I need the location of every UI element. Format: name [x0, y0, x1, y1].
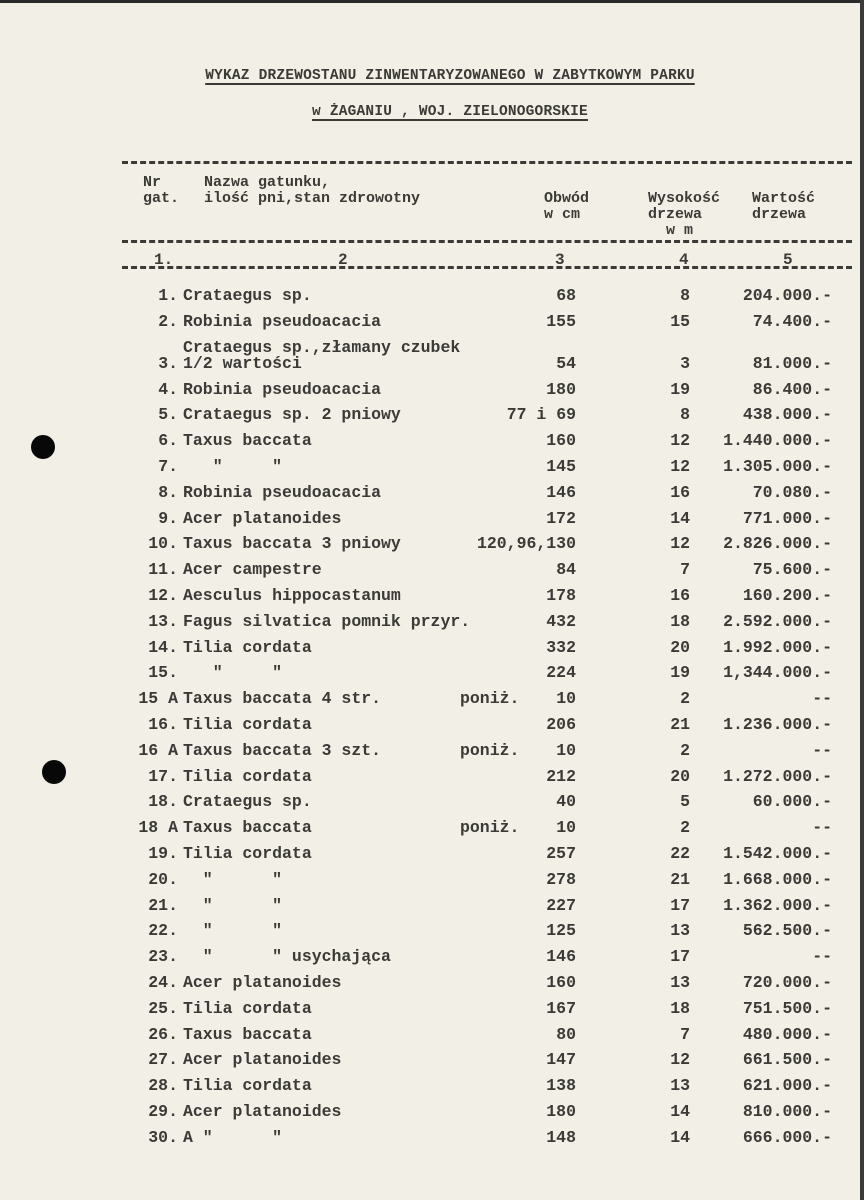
height: 5	[680, 792, 690, 812]
row-number: 28.	[148, 1076, 178, 1096]
species-name: Tilia cordata	[183, 998, 312, 1018]
table-row	[0, 531, 864, 557]
species-name: " " usychająca	[183, 947, 391, 967]
height: 21	[670, 714, 690, 734]
value: 1,344.000.-	[723, 663, 832, 683]
height: 13	[670, 972, 690, 992]
value: 666.000.-	[742, 1127, 832, 1147]
circumference: 224	[546, 663, 576, 683]
circumference: 138	[546, 1076, 576, 1096]
circumference: 120,96,130	[476, 534, 576, 554]
circumference: 84	[556, 560, 576, 580]
column-number-3: 3	[555, 251, 565, 269]
species-name: Fagus silvatica pomnik przyr.	[183, 611, 471, 631]
circumference: 160	[546, 431, 576, 451]
species-name: Robinia pseudoacacia	[183, 311, 382, 331]
table-row	[0, 335, 864, 377]
table-row	[0, 402, 864, 428]
circumference: 172	[546, 508, 576, 528]
value: 2.826.000.-	[723, 534, 832, 554]
height: 14	[670, 508, 690, 528]
height: 20	[670, 766, 690, 786]
document-subtitle: w ŻAGANIU , WOJ. ZIELONOGORSKIE	[312, 104, 588, 120]
height: 16	[670, 585, 690, 605]
table-row	[0, 660, 864, 686]
height: 13	[670, 1076, 690, 1096]
row-number: 4.	[158, 379, 178, 399]
table-row	[0, 635, 864, 661]
row-number: 3.	[158, 353, 178, 373]
row-number: 18 A	[138, 818, 178, 838]
value: 2.592.000.-	[723, 611, 832, 631]
height: 12	[670, 534, 690, 554]
value: 1.440.000.-	[723, 431, 832, 451]
row-number: 7.	[158, 456, 178, 476]
table-row	[0, 480, 864, 506]
circumference: 227	[546, 895, 576, 915]
circumference: 167	[546, 998, 576, 1018]
table-row	[0, 893, 864, 919]
row-number: 10.	[148, 534, 178, 554]
circumference: 257	[546, 843, 576, 863]
species-name: Taxus baccata 3 szt.	[183, 740, 382, 760]
table-row	[0, 789, 864, 815]
tree-inventory-table	[0, 283, 864, 1151]
value: 621.000.-	[742, 1076, 832, 1096]
value: 74.400.-	[752, 311, 832, 331]
row-number: 2.	[158, 311, 178, 331]
height: 17	[670, 895, 690, 915]
circumference: 212	[546, 766, 576, 786]
circumference: 40	[556, 792, 576, 812]
table-row	[0, 283, 864, 309]
table-row	[0, 944, 864, 970]
column-number-1: 1.	[154, 251, 174, 269]
species-name: Taxus baccata	[183, 1024, 312, 1044]
column-number-4: 4	[679, 251, 689, 269]
species-name: Acer platanoides	[183, 508, 342, 528]
row-number: 15 A	[138, 689, 178, 709]
row-number: 23.	[148, 947, 178, 967]
table-row	[0, 506, 864, 532]
height: 15	[670, 311, 690, 331]
value: 1.236.000.-	[723, 714, 832, 734]
circumference: 180	[546, 379, 576, 399]
species-name: " "	[183, 663, 283, 683]
height: 2	[680, 689, 690, 709]
value: 1.542.000.-	[723, 843, 832, 863]
table-row	[0, 377, 864, 403]
circumference: 180	[546, 1101, 576, 1121]
species-name: Acer platanoides	[183, 1101, 342, 1121]
species-name: " "	[183, 921, 283, 941]
circumference: 146	[546, 947, 576, 967]
table-row	[0, 1022, 864, 1048]
species-name: Crataegus sp.	[183, 286, 312, 305]
row-number: 25.	[148, 998, 178, 1018]
value: 160.200.-	[742, 585, 832, 605]
row-number: 5.	[158, 405, 178, 425]
circumference: 54	[556, 353, 576, 373]
circumference: 10	[556, 818, 576, 838]
species-name: Acer campestre	[183, 560, 322, 580]
species-name: Taxus baccata	[183, 818, 312, 838]
height: 8	[680, 405, 690, 425]
table-row	[0, 309, 864, 335]
row-number: 13.	[148, 611, 178, 631]
species-name: Taxus baccata 3 pniowy	[183, 534, 401, 554]
row-number: 1.	[158, 286, 178, 305]
species-name: Tilia cordata	[183, 637, 312, 657]
circumference: 432	[546, 611, 576, 631]
row-number: 19.	[148, 843, 178, 863]
species-name: Crataegus sp.	[183, 792, 312, 812]
table-row	[0, 970, 864, 996]
header-obwod: Obwód w cm	[544, 190, 590, 223]
species-name: " "	[183, 869, 283, 889]
table-row	[0, 1073, 864, 1099]
row-number: 26.	[148, 1024, 178, 1044]
table-row	[0, 557, 864, 583]
circumference: 68	[556, 286, 576, 305]
row-number: 18.	[148, 792, 178, 812]
row-number: 16.	[148, 714, 178, 734]
table-row	[0, 1125, 864, 1151]
height: 19	[670, 663, 690, 683]
value: 771.000.-	[742, 508, 832, 528]
value: 1.305.000.-	[723, 456, 832, 476]
table-row	[0, 996, 864, 1022]
species-name: Taxus baccata 4 str.	[183, 689, 382, 709]
value: 75.600.-	[752, 560, 832, 580]
row-number: 29.	[148, 1101, 178, 1121]
height: 2	[680, 740, 690, 760]
table-row	[0, 738, 864, 764]
species-name: Aesculus hippocastanum	[183, 585, 401, 605]
circumference: 125	[546, 921, 576, 941]
table-row	[0, 764, 864, 790]
value: 480.000.-	[742, 1024, 832, 1044]
value: 1.992.000.-	[723, 637, 832, 657]
circumference: 80	[556, 1024, 576, 1044]
circumference: 160	[546, 972, 576, 992]
species-name: Crataegus sp.,złamany czubek	[183, 337, 461, 357]
height: 2	[680, 818, 690, 838]
value: 70.080.-	[752, 482, 832, 502]
table-rule-header	[122, 240, 852, 243]
height: 14	[670, 1101, 690, 1121]
note: poniż.	[460, 689, 520, 709]
species-name: Taxus baccata	[183, 431, 312, 451]
circumference: 155	[546, 311, 576, 331]
row-number: 24.	[148, 972, 178, 992]
height: 7	[680, 1024, 690, 1044]
species-name: " "	[183, 456, 283, 476]
species-name: Tilia cordata	[183, 1076, 312, 1096]
table-row	[0, 815, 864, 841]
height: 3	[680, 353, 690, 373]
height: 17	[670, 947, 690, 967]
circumference: 146	[546, 482, 576, 502]
circumference: 332	[546, 637, 576, 657]
circumference: 147	[546, 1050, 576, 1070]
row-number: 12.	[148, 585, 178, 605]
value: --	[812, 947, 832, 967]
circumference: 178	[546, 585, 576, 605]
header-name: Nazwa gatunku, ilość pni,stan zdrowotny	[204, 174, 421, 207]
height: 14	[670, 1127, 690, 1147]
note: poniż.	[460, 818, 520, 838]
document-title: WYKAZ DRZEWOSTANU ZINWENTARYZOWANEGO W ZABYTKOWYM PARKU	[205, 68, 695, 84]
table-row	[0, 583, 864, 609]
circumference: 77 i 69	[506, 405, 576, 425]
species-name: Robinia pseudoacacia	[183, 482, 382, 502]
table-rule-top	[122, 161, 852, 164]
header-nr: Nr gat.	[143, 174, 180, 207]
value: 1.362.000.-	[723, 895, 832, 915]
value: 438.000.-	[742, 405, 832, 425]
species-name: " "	[183, 895, 283, 915]
table-row	[0, 712, 864, 738]
row-number: 21.	[148, 895, 178, 915]
height: 12	[670, 456, 690, 476]
row-number: 11.	[148, 560, 178, 580]
table-rule-columns	[122, 266, 852, 269]
value: 81.000.-	[752, 353, 832, 373]
value: 86.400.-	[752, 379, 832, 399]
header-wartosc: Wartość drzewa	[752, 190, 816, 223]
row-number: 30.	[148, 1127, 178, 1147]
table-row	[0, 686, 864, 712]
table-row	[0, 1047, 864, 1073]
height: 20	[670, 637, 690, 657]
circumference: 278	[546, 869, 576, 889]
scan-edge-top	[0, 0, 864, 3]
table-row	[0, 918, 864, 944]
row-number: 8.	[158, 482, 178, 502]
value: --	[812, 818, 832, 838]
height: 19	[670, 379, 690, 399]
table-row	[0, 867, 864, 893]
value: --	[812, 740, 832, 760]
column-number-5: 5	[783, 251, 793, 269]
value: 810.000.-	[742, 1101, 832, 1121]
circumference: 148	[546, 1127, 576, 1147]
table-row	[0, 428, 864, 454]
height: 7	[680, 560, 690, 580]
value: 1.668.000.-	[723, 869, 832, 889]
table-row	[0, 841, 864, 867]
height: 16	[670, 482, 690, 502]
row-number: 20.	[148, 869, 178, 889]
height: 22	[670, 843, 690, 863]
row-number: 9.	[158, 508, 178, 528]
height: 8	[680, 286, 690, 305]
circumference: 206	[546, 714, 576, 734]
note: poniż.	[460, 740, 520, 760]
row-number: 27.	[148, 1050, 178, 1070]
row-number: 17.	[148, 766, 178, 786]
value: 661.500.-	[742, 1050, 832, 1070]
value: 751.500.-	[742, 998, 832, 1018]
height: 12	[670, 431, 690, 451]
row-number: 14.	[148, 637, 178, 657]
height: 21	[670, 869, 690, 889]
height: 18	[670, 611, 690, 631]
row-number: 6.	[158, 431, 178, 451]
height: 18	[670, 998, 690, 1018]
circumference: 10	[556, 740, 576, 760]
value: 60.000.-	[752, 792, 832, 812]
species-name: Robinia pseudoacacia	[183, 379, 382, 399]
table-row	[0, 609, 864, 635]
species-name: Tilia cordata	[183, 766, 312, 786]
column-number-2: 2	[338, 251, 348, 269]
table-row	[0, 454, 864, 480]
species-name: Acer platanoides	[183, 1050, 342, 1070]
value: 562.500.-	[742, 921, 832, 941]
header-wysokosc: Wysokość drzewa w m	[648, 190, 721, 239]
height: 13	[670, 921, 690, 941]
circumference: 10	[556, 689, 576, 709]
circumference: 145	[546, 456, 576, 476]
species-name: A " "	[183, 1127, 283, 1147]
value: 1.272.000.-	[723, 766, 832, 786]
value: 204.000.-	[742, 286, 832, 305]
value: 720.000.-	[742, 972, 832, 992]
value: --	[812, 689, 832, 709]
row-number: 15.	[148, 663, 178, 683]
height: 12	[670, 1050, 690, 1070]
row-number: 22.	[148, 921, 178, 941]
species-name: Tilia cordata	[183, 843, 312, 863]
species-name: Tilia cordata	[183, 714, 312, 734]
table-row	[0, 1099, 864, 1125]
species-name-continued: 1/2 wartości	[183, 353, 302, 373]
species-name: Acer platanoides	[183, 972, 342, 992]
species-name: Crataegus sp. 2 pniowy	[183, 405, 401, 425]
row-number: 16 A	[138, 740, 178, 760]
